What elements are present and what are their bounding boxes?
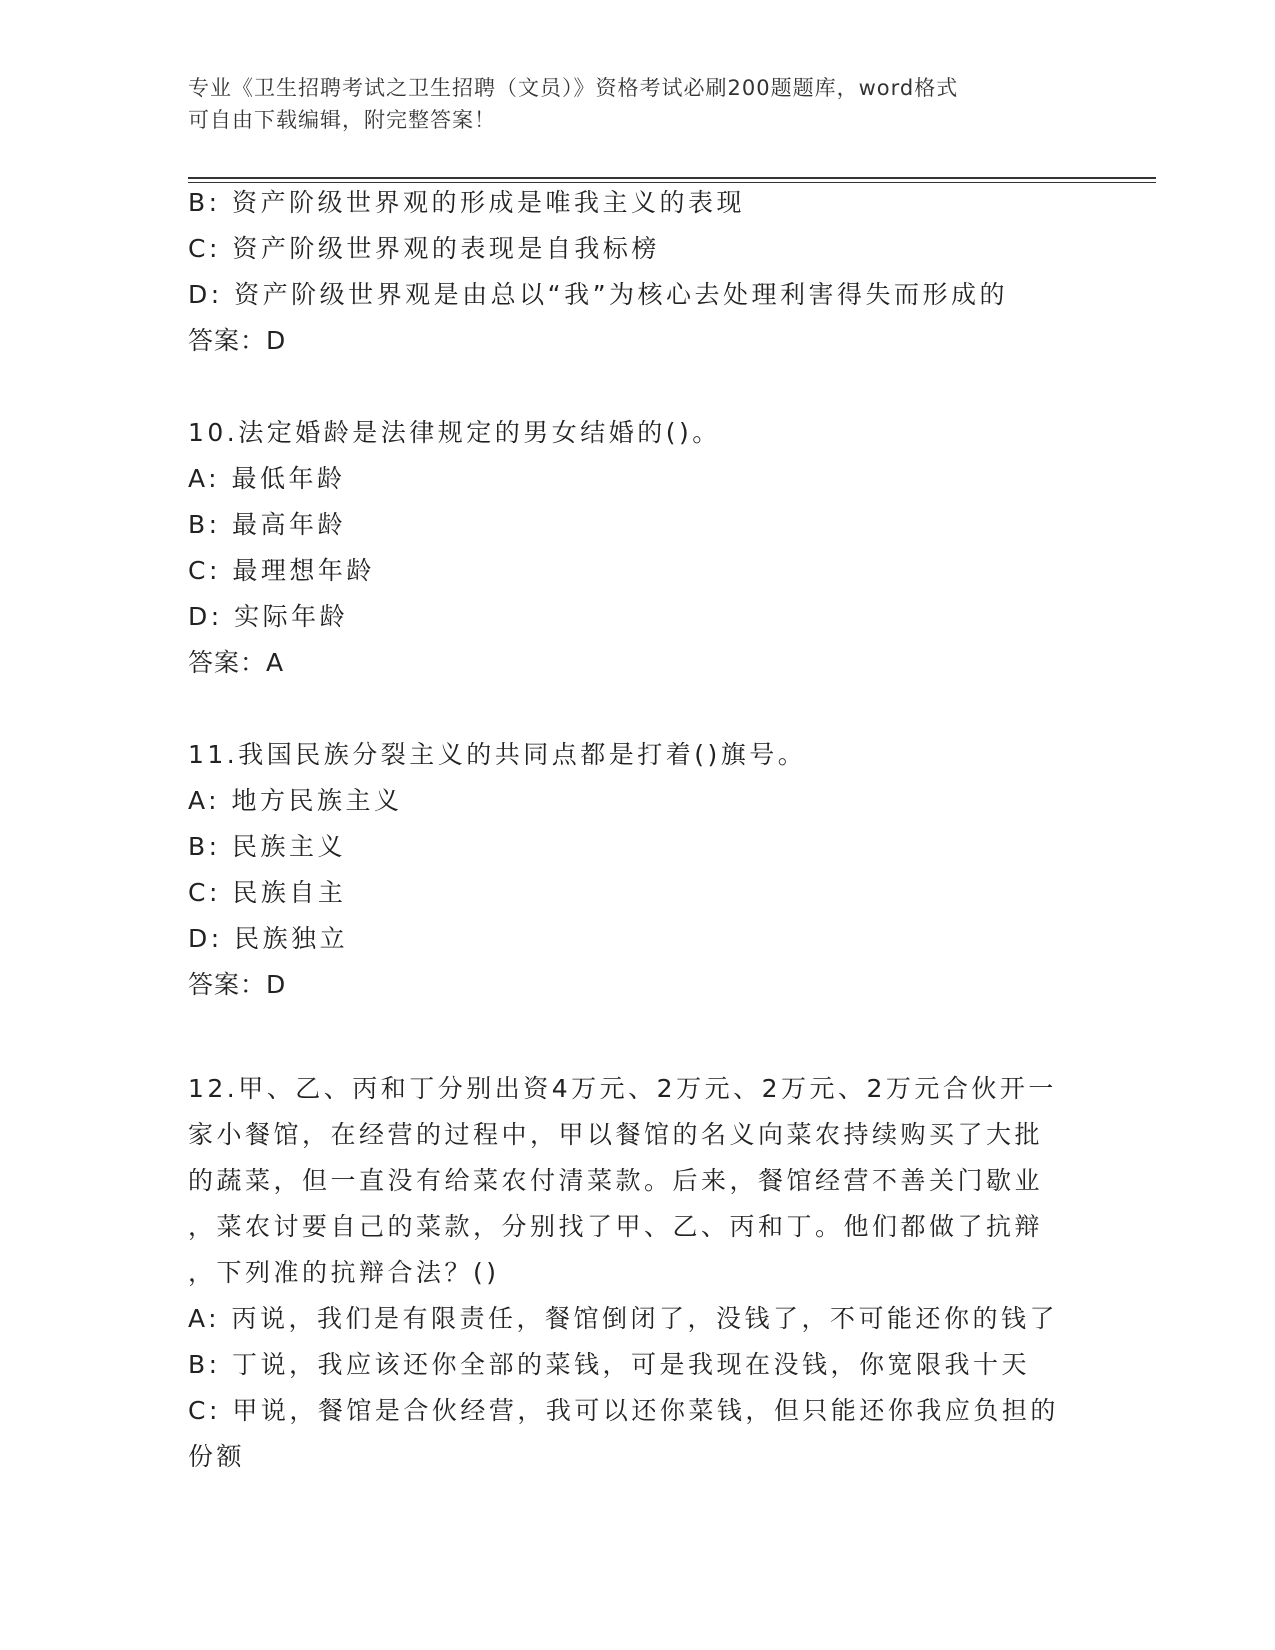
option-a: A: 最低年龄 [188,464,346,493]
answer-line: 答案：A [188,648,285,677]
question-content [188,180,1088,1480]
question-stem-line: 的蔬菜，但一直没有给菜农付清菜款。后来，餐馆经营不善关门歇业 [188,1166,1044,1195]
option-c: C: 民族自主 [188,878,347,907]
option-d: D: 实际年龄 [188,602,349,631]
option-a: A: 地方民族主义 [188,786,403,815]
question-spacer [188,686,1088,732]
header-title-line-2: 可自由下载编辑，附完整答案！ [188,108,496,132]
question-10 [188,410,1088,686]
option-c: C: 资产阶级世界观的表现是自我标榜 [188,234,660,263]
option-c: C: 最理想年龄 [188,556,375,585]
question-11 [188,732,1088,1008]
question-spacer [188,364,1088,410]
question-stem-line: ，下列准的抗辩合法？() [188,1258,500,1287]
option-b: B: 最高年龄 [188,510,347,539]
option-d: D: 民族独立 [188,924,349,953]
question-stem: 10.法定婚龄是法律规定的男女结婚的()。 [188,418,721,447]
header-title-line-1: 专业《卫生招聘考试之卫生招聘（文员）》资格考试必刷200题题库，word格式 [188,76,959,100]
answer-line: 答案：D [188,970,287,999]
question-stem-line: 12.甲、乙、丙和丁分别出资4万元、2万元、2万元、2万元合伙开一 [188,1074,1057,1103]
option-b: B: 丁说，我应该还你全部的菜钱，可是我现在没钱，你宽限我十天 [188,1350,1031,1379]
question-12 [188,1066,1088,1480]
question-stem: 11.我国民族分裂主义的共同点都是打着()旗号。 [188,740,807,769]
header-divider-thick [188,177,1156,179]
document-header [188,72,1068,136]
option-a: A: 丙说，我们是有限责任，餐馆倒闭了，没钱了，不可能还你的钱了 [188,1304,1059,1333]
option-c: C: 甲说，餐馆是合伙经营，我可以还你菜钱，但只能还你我应负担的 [188,1396,1059,1425]
option-b: B: 民族主义 [188,832,347,861]
question-stem-line: ，菜农讨要自己的菜款，分别找了甲、乙、丙和丁。他们都做了抗辩 [188,1212,1044,1241]
question-9-tail [188,180,1088,364]
option-d: D: 资产阶级世界观是由总以“我”为核心去处理利害得失而形成的 [188,280,1009,309]
answer-line: 答案：D [188,326,287,355]
question-stem-line: 家小餐馆，在经营的过程中，甲以餐馆的名义向菜农持续购买了大批 [188,1120,1044,1149]
option-b: B: 资产阶级世界观的形成是唯我主义的表现 [188,188,746,217]
option-c-continuation: 份额 [188,1442,246,1471]
question-spacer [188,1008,1088,1066]
